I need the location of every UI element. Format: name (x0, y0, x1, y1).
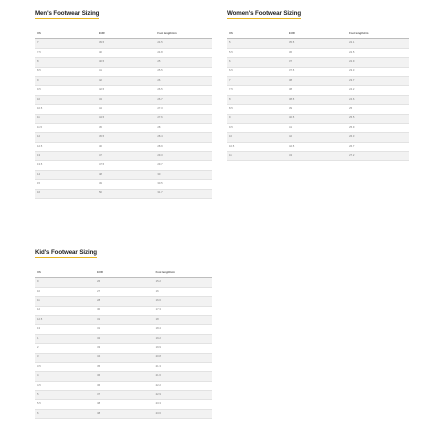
cell-us: 16 (35, 189, 97, 198)
cell-us: 11 (227, 152, 287, 161)
cell-foot-length: 25 (155, 58, 212, 67)
cell-eur: 38 (287, 76, 347, 85)
cell-us: 14 (35, 170, 97, 179)
cell-us: 10.5 (35, 105, 97, 114)
cell-eur: 42.5 (97, 86, 155, 95)
cell-foot-length: 27.2 (347, 152, 409, 161)
cell-foot-length: 25.5 (155, 67, 212, 76)
cell-foot-length: 25 (347, 105, 409, 114)
kids-section (35, 241, 212, 419)
cell-foot-length: 16.6 (154, 297, 212, 306)
col-header-foot-length: Foot length/cm (154, 269, 212, 278)
cell-us: 9 (227, 114, 287, 123)
table-row (35, 95, 212, 104)
cell-us: 12.5 (35, 315, 95, 324)
cell-us: 4 (35, 372, 95, 381)
table-row (35, 353, 212, 362)
cell-us: 11 (35, 114, 97, 123)
cell-us: 3 (35, 353, 95, 362)
cell-us: 13.5 (35, 161, 97, 170)
cell-foot-length: 23.3 (154, 400, 212, 409)
cell-eur: 42 (97, 76, 155, 85)
cell-eur: 45 (97, 123, 155, 132)
cell-eur: 35.5 (287, 39, 347, 48)
cell-eur: 38 (95, 409, 153, 418)
cell-eur: 47 (97, 152, 155, 161)
mens-section (35, 2, 212, 199)
cell-us: 15 (35, 180, 97, 189)
table-row (227, 152, 409, 161)
table-row (227, 123, 409, 132)
table-row (35, 315, 212, 324)
table-row (35, 123, 212, 132)
cell-eur: 37 (287, 58, 347, 67)
cell-foot-length: 26.7 (347, 142, 409, 151)
table-row (227, 39, 409, 48)
cell-eur: 44 (97, 105, 155, 114)
cell-eur: 39.5 (97, 39, 155, 48)
table-row (35, 180, 212, 189)
cell-foot-length: 21.3 (154, 362, 212, 371)
cell-us: 12 (35, 133, 97, 142)
table-row (227, 58, 409, 67)
table-row (227, 76, 409, 85)
table-header-row (35, 30, 212, 39)
table-row (35, 170, 212, 179)
cell-us: 6.5 (227, 67, 287, 76)
cell-eur: 49 (97, 180, 155, 189)
cell-us: 13 (35, 152, 97, 161)
cell-us: 9 (35, 76, 97, 85)
cell-us: 9.5 (35, 86, 97, 95)
cell-foot-length: 19.9 (154, 344, 212, 353)
cell-eur: 41 (287, 123, 347, 132)
cell-foot-length: 22.5 (347, 48, 409, 57)
cell-foot-length: 29.3 (155, 152, 212, 161)
table-row (35, 325, 212, 334)
cell-us: 7.5 (227, 86, 287, 95)
table-row (227, 114, 409, 123)
table-row (35, 409, 212, 418)
cell-us: 10.5 (227, 142, 287, 151)
cell-eur: 34 (95, 353, 153, 362)
cell-foot-length: 21.6 (154, 372, 212, 381)
cell-eur: 47.5 (97, 161, 155, 170)
cell-foot-length: 19.2 (154, 334, 212, 343)
col-header-eur: EUR (287, 30, 347, 39)
col-header-us: US (35, 269, 95, 278)
cell-foot-length: 26.3 (347, 133, 409, 142)
col-header-us: US (227, 30, 287, 39)
cell-foot-length: 30.5 (155, 180, 212, 189)
cell-foot-length: 22.9 (347, 58, 409, 67)
cell-eur: 37.5 (287, 67, 347, 76)
cell-us: 8 (35, 58, 97, 67)
cell-foot-length: 26.7 (155, 95, 212, 104)
cell-eur: 26 (95, 278, 153, 287)
col-header-foot-length: Foot length/cm (347, 30, 409, 39)
cell-us: 10 (227, 133, 287, 142)
table-row (227, 67, 409, 76)
cell-eur: 38.5 (287, 95, 347, 104)
cell-eur: 43 (97, 95, 155, 104)
cell-us: 9 (35, 278, 95, 287)
cell-us: 3.5 (35, 362, 95, 371)
cell-foot-length: 18 (154, 315, 212, 324)
table-row (227, 86, 409, 95)
cell-us: 6 (227, 58, 287, 67)
cell-foot-length: 28.9 (155, 142, 212, 151)
cell-eur: 40 (97, 48, 155, 57)
table-row (35, 306, 212, 315)
cell-us: 7 (35, 39, 97, 48)
table-row (35, 287, 212, 296)
cell-eur: 38 (95, 400, 153, 409)
cell-us: 4.5 (35, 381, 95, 390)
cell-foot-length: 17.3 (154, 306, 212, 315)
table-row (35, 48, 212, 57)
table-row (35, 142, 212, 151)
cell-eur: 27 (95, 287, 153, 296)
womens-title: Women's Footwear Sizing (227, 10, 302, 17)
cell-foot-length: 28 (155, 123, 212, 132)
cell-eur: 36 (287, 48, 347, 57)
cell-foot-length: 24.8 (155, 48, 212, 57)
cell-us: 13 (35, 325, 95, 334)
table-row (35, 381, 212, 390)
cell-foot-length: 27.3 (155, 105, 212, 114)
cell-foot-length: 22.1 (347, 39, 409, 48)
col-header-eur: EUR (97, 30, 155, 39)
cell-eur: 39 (287, 105, 347, 114)
table-row (35, 152, 212, 161)
cell-us: 5 (35, 391, 95, 400)
cell-eur: 31 (95, 315, 153, 324)
cell-eur: 28 (95, 297, 153, 306)
cell-eur: 36 (95, 372, 153, 381)
table-row (35, 372, 212, 381)
kids-size-table (35, 269, 212, 419)
cell-eur: 31 (95, 325, 153, 334)
cell-foot-length: 16 (154, 287, 212, 296)
table-row (35, 86, 212, 95)
table-row (35, 67, 212, 76)
cell-foot-length: 26.5 (155, 86, 212, 95)
cell-eur: 40.5 (287, 114, 347, 123)
table-row (35, 189, 212, 198)
cell-eur: 41 (97, 67, 155, 76)
cell-us: 7 (227, 76, 287, 85)
cell-foot-length: 31.7 (155, 189, 212, 198)
cell-foot-length: 29.7 (155, 161, 212, 170)
cell-eur: 45.5 (97, 133, 155, 142)
table-row (35, 334, 212, 343)
cell-foot-length: 15.2 (154, 278, 212, 287)
table-row (35, 297, 212, 306)
table-row (35, 344, 212, 353)
cell-eur: 35 (95, 362, 153, 371)
cell-us: 8.5 (35, 67, 97, 76)
table-row (35, 76, 212, 85)
table-row (227, 133, 409, 142)
cell-us: 12.5 (35, 142, 97, 151)
cell-us: 10 (35, 95, 97, 104)
cell-foot-length: 24.2 (347, 86, 409, 95)
cell-eur: 44.5 (97, 114, 155, 123)
cell-foot-length: 25.9 (347, 123, 409, 132)
cell-eur: 42 (287, 133, 347, 142)
cell-us: 5 (227, 39, 287, 48)
cell-foot-length: 22.2 (154, 381, 212, 390)
cell-us: 9.5 (227, 123, 287, 132)
cell-eur: 32 (95, 334, 153, 343)
cell-eur: 43 (287, 152, 347, 161)
cell-us: 5.5 (35, 400, 95, 409)
col-header-us: US (35, 30, 97, 39)
cell-us: 8.5 (227, 105, 287, 114)
cell-us: 5.5 (227, 48, 287, 57)
table-row (227, 48, 409, 57)
table-header-row (35, 269, 212, 278)
cell-foot-length: 24.5 (155, 39, 212, 48)
cell-eur: 37 (95, 391, 153, 400)
mens-title: Men's Footwear Sizing (35, 10, 100, 17)
cell-foot-length: 27.6 (155, 114, 212, 123)
table-row (35, 133, 212, 142)
cell-us: 2 (35, 344, 95, 353)
cell-us: 7.5 (35, 48, 97, 57)
table-row (35, 105, 212, 114)
cell-foot-length: 25.5 (347, 114, 409, 123)
cell-us: 10 (35, 287, 95, 296)
womens-size-table (227, 30, 409, 161)
col-header-eur: EUR (95, 269, 153, 278)
cell-foot-length: 24.6 (347, 95, 409, 104)
table-row (35, 278, 212, 287)
cell-foot-length: 23.3 (347, 67, 409, 76)
table-row (227, 142, 409, 151)
cell-eur: 48 (97, 170, 155, 179)
table-row (35, 39, 212, 48)
cell-eur: 42.5 (287, 142, 347, 151)
cell-foot-length: 26 (155, 76, 212, 85)
table-row (35, 114, 212, 123)
cell-eur: 40.5 (97, 58, 155, 67)
cell-foot-length: 28.4 (155, 133, 212, 142)
cell-eur: 33 (95, 344, 153, 353)
cell-us: 12 (35, 306, 95, 315)
cell-eur: 38 (287, 86, 347, 95)
cell-foot-length: 23.6 (154, 409, 212, 418)
cell-foot-length: 22.9 (154, 391, 212, 400)
cell-eur: 30 (95, 306, 153, 315)
womens-section (227, 2, 409, 161)
cell-us: 11 (35, 297, 95, 306)
table-row (227, 95, 409, 104)
cell-us: 8 (227, 95, 287, 104)
table-row (35, 161, 212, 170)
col-header-foot-length: Foot length/cm (155, 30, 212, 39)
cell-foot-length: 20.8 (154, 353, 212, 362)
table-header-row (227, 30, 409, 39)
table-row (35, 391, 212, 400)
mens-size-table (35, 30, 212, 199)
cell-us: 1 (35, 334, 95, 343)
cell-us: 6 (35, 409, 95, 418)
table-row (227, 105, 409, 114)
cell-foot-length: 23.7 (347, 76, 409, 85)
cell-eur: 36 (95, 381, 153, 390)
table-row (35, 362, 212, 371)
table-row (35, 58, 212, 67)
kids-title: Kid's Footwear Sizing (35, 249, 97, 256)
cell-foot-length: 30 (155, 170, 212, 179)
cell-eur: 50 (97, 189, 155, 198)
cell-foot-length: 18.4 (154, 325, 212, 334)
cell-us: 11.5 (35, 123, 97, 132)
cell-eur: 46 (97, 142, 155, 151)
table-row (35, 400, 212, 409)
